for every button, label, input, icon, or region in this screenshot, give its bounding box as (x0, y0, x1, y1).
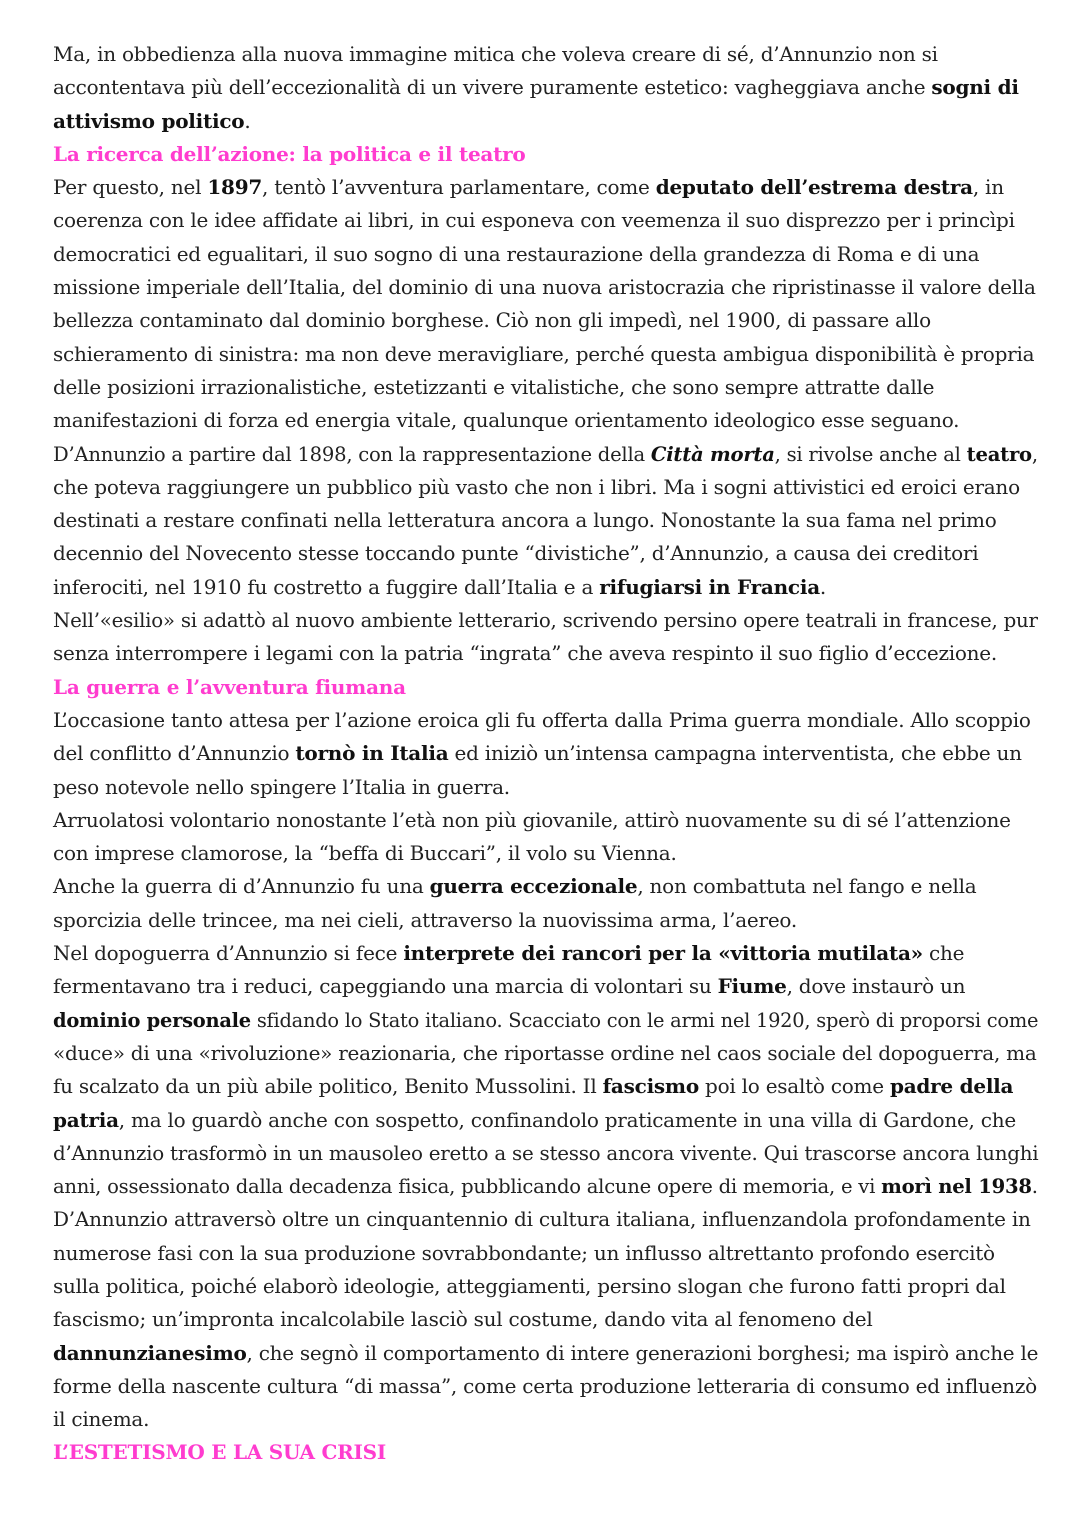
emphasis-bold: padre della (889, 1074, 1014, 1099)
emphasis-bold-italic: Città morta (650, 441, 775, 466)
section-politica-teatro-text (53, 171, 1038, 670)
text-line: destinati a restare confinati nella letteratura ancora a lungo. Nonostante la sua fama nel primo (53, 508, 997, 533)
text-line: D’Annunzio attraversò oltre un cinquantennio di cultura italiana, influenzandola profondamente in (53, 1207, 1031, 1232)
text-line: delle posizioni irrazionalistiche, estetizzanti e vitalistiche, che sono sempre attratte dalle (53, 374, 935, 399)
text-line: «duce» di una «rivoluzione» reazionaria, che riportasse ordine nel caos sociale del dopoguerra, ma (53, 1040, 1037, 1065)
text-line: fu scalzato da un più abile politico, Benito Mussolini. Il fascismo poi lo esaltò come padre della (53, 1074, 1014, 1099)
text-line: fermentavano tra i reduci, capeggiando una marcia di volontari su Fiume, dove instaurò un (53, 974, 966, 999)
text-line: fascismo; un’impronta incalcolabile lasciò sul costume, dando vita al fenomeno del (53, 1307, 873, 1332)
text-line: forme della nascente cultura “di massa”, come certa produzione letteraria di consumo ed influenzò (53, 1373, 1037, 1398)
emphasis-bold: deputato dell’estrema destra (655, 175, 973, 200)
emphasis-bold: fascismo (602, 1074, 699, 1099)
emphasis-bold: sogni di (931, 75, 1019, 100)
text-line: numerose fasi con la sua produzione sovrabbondante; un influsso altrettanto profondo esercitò (53, 1240, 995, 1265)
text-line: sporcizia delle trincee, ma nei cieli, attraverso la nuovissima arma, l’aereo. (53, 907, 797, 932)
text-line: anni, ossessionato dalla decadenza fisica, pubblicando alcune opere di memoria, e vi morì nel 1938. (53, 1174, 1038, 1199)
emphasis-bold: attivismo politico (53, 108, 245, 133)
emphasis-bold: dominio personale (53, 1007, 251, 1032)
text-line: sulla politica, poiché elaborò ideologie, atteggiamenti, persino slogan che furono fatti propri dal (53, 1273, 1006, 1298)
text-line: inferociti, nel 1910 fu costretto a fuggire dall’Italia e a rifugiarsi in Francia. (53, 574, 827, 599)
emphasis-bold: tornò in Italia (295, 741, 449, 766)
text-line: manifestazioni di forza ed energia vitale, qualunque orientamento ideologico esse seguano. (53, 408, 960, 433)
text-line: Nell’«esilio» si adattò al nuovo ambiente letterario, scrivendo persino opere teatrali in francese, pur (53, 608, 1038, 633)
text-line: Anche la guerra di d’Annunzio fu una guerra eccezionale, non combattuta nel fango e nella (53, 874, 977, 899)
text-line: coerenza con le idee affidate ai libri, in cui esponeva con veemenza il suo disprezzo per i princìpi (53, 208, 1015, 233)
text-line: bellezza contaminato dal dominio borghese. Ciò non gli impedì, nel 1900, di passare allo (53, 308, 931, 333)
text-line: Per questo, nel 1897, tentò l’avventura parlamentare, come deputato dell’estrema destra, in (53, 175, 1004, 200)
text-line: L’occasione tanto attesa per l’azione eroica gli fu offerta dalla Prima guerra mondiale. Allo scoppio (53, 707, 1031, 732)
text-line: che poteva raggiungere un pubblico più vasto che non i libri. Ma i sogni attivistici ed eroici erano (53, 474, 1020, 499)
text-line: d’Annunzio trasformò in un mausoleo eretto a se stesso ancora vivente. Qui trascorse ancora lunghi (53, 1140, 1039, 1165)
text-line: del conflitto d’Annunzio tornò in Italia ed iniziò un’intensa campagna interventista, che ebbe un (53, 741, 1022, 766)
text-line: D’Annunzio a partire dal 1898, con la rappresentazione della Città morta, si rivolse anche al teatro, (53, 441, 1038, 466)
text-line: peso notevole nello spingere l’Italia in guerra. (53, 774, 510, 799)
text-line: Nel dopoguerra d’Annunzio si fece interprete dei rancori per la «vittoria mutilata» che (53, 941, 965, 966)
text-line: senza interrompere i legami con la patria “ingrata” che aveva respinto il suo figlio d’eccezione. (53, 641, 998, 666)
section-heading-estetismo: L’ESTETISMO E LA SUA CRISI (53, 1440, 386, 1465)
emphasis-bold: morì nel 1938 (881, 1174, 1032, 1199)
text-line: decennio del Novecento stesse toccando punte “divistiche”, d’Annunzio, a causa dei creditori (53, 541, 979, 566)
emphasis-bold: rifugiarsi in Francia (599, 574, 820, 599)
text-line: schieramento di sinistra: ma non deve meravigliare, perché questa ambigua disponibilità è propria (53, 341, 1035, 366)
text-line: democratici ed egualitari, il suo sogno di una restaurazione della grandezza di Roma e di una (53, 241, 980, 266)
emphasis-bold: Fiume (717, 974, 787, 999)
section-heading-politica-teatro: La ricerca dell’azione: la politica e il teatro (53, 141, 526, 166)
emphasis-bold: dannunzianesimo (53, 1340, 247, 1365)
emphasis-bold: teatro (966, 441, 1032, 466)
text-line: Arruolatosi volontario nonostante l’età non più giovanile, attirò nuovamente su di sé l’attenzione (53, 807, 1011, 832)
text-line: attivismo politico. (53, 108, 251, 133)
emphasis-bold: 1897 (207, 175, 263, 200)
emphasis-bold: guerra eccezionale (429, 874, 638, 899)
section-heading-guerra-fiumana: La guerra e l’avventura fiumana (53, 674, 406, 699)
paragraph-intro (53, 38, 1038, 138)
emphasis-bold: interprete dei rancori per la «vittoria mutilata» (403, 941, 923, 966)
text-line: Ma, in obbedienza alla nuova immagine mitica che voleva creare di sé, d’Annunzio non si (53, 42, 938, 66)
text-line: con imprese clamorose, la “beffa di Buccari”, il volo su Vienna. (53, 841, 677, 866)
text-line: patria, ma lo guardò anche con sospetto, confinandolo praticamente in una villa di Gardone, che (53, 1107, 1016, 1132)
text-line: accontentava più dell’eccezionalità di un vivere puramente estetico: vagheggiava anche sogni di (53, 75, 1019, 100)
text-line: dannunzianesimo, che segnò il comportamento di intere generazioni borghesi; ma ispirò anche le (53, 1340, 1039, 1365)
document-page (53, 38, 1038, 1470)
text-line: il cinema. (53, 1407, 150, 1432)
emphasis-bold: patria (53, 1107, 119, 1132)
text-line: dominio personale sfidando lo Stato italiano. Scacciato con le armi nel 1920, sperò di proporsi come (53, 1007, 1039, 1032)
text-line: missione imperiale dell’Italia, del dominio di una nuova aristocrazia che ripristinasse il valore della (53, 275, 1036, 300)
section-guerra-fiumana-text (53, 704, 1038, 1437)
